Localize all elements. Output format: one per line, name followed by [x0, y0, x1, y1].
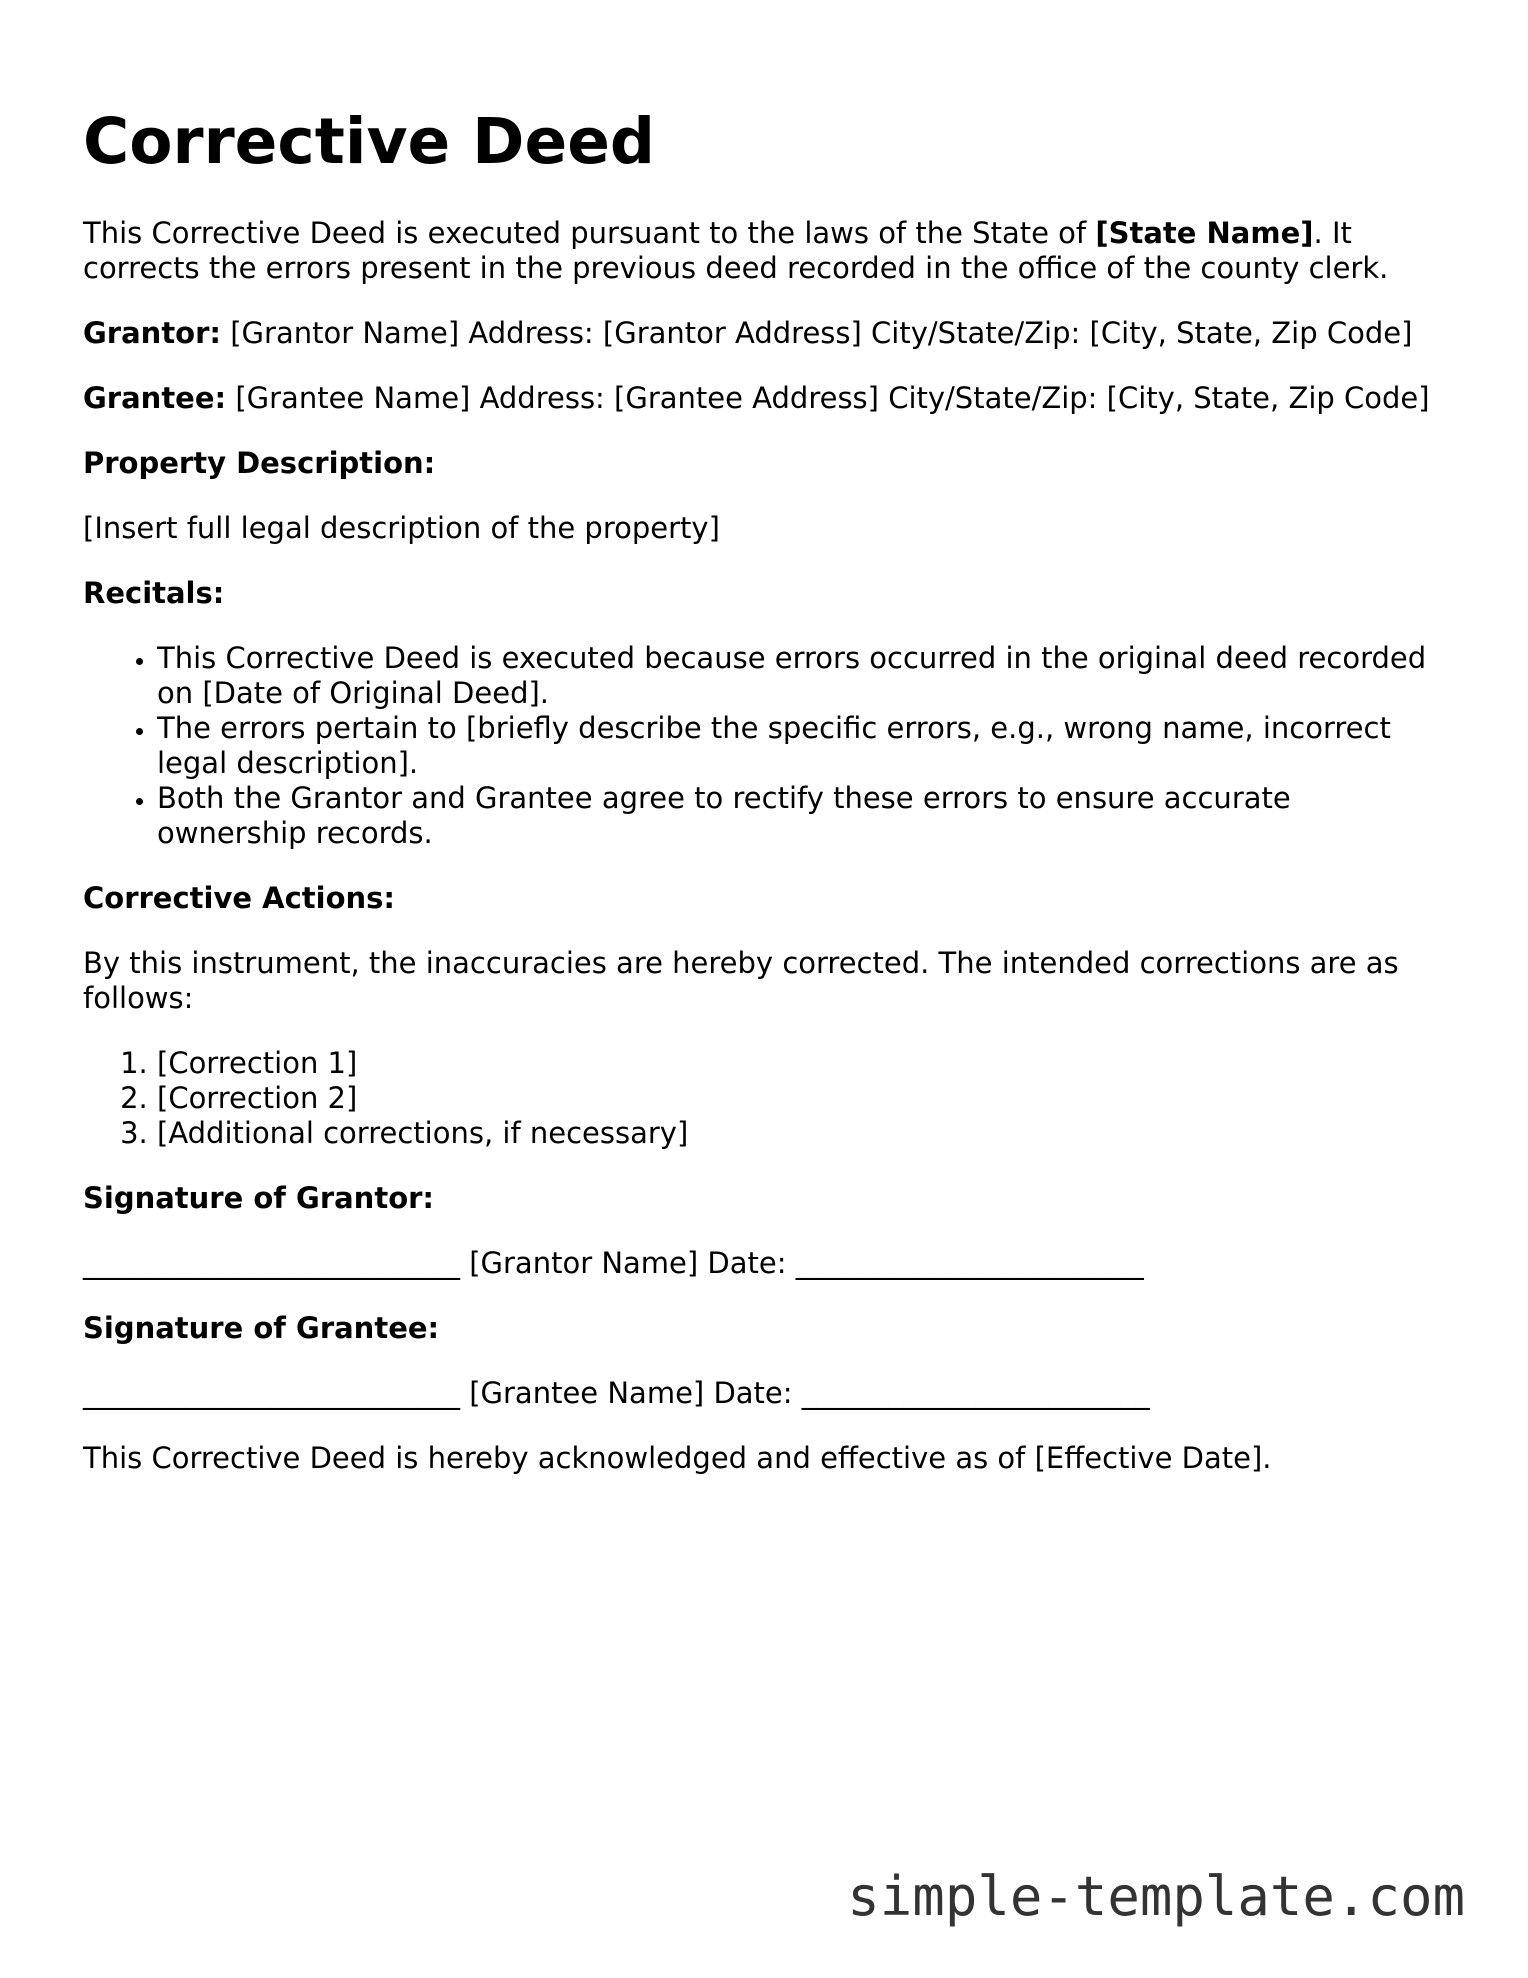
recital-item: • Both the Grantor and Grantee agree to rectify these errors to ensure accurate ownership records. [157, 781, 1443, 851]
signature-grantee-line: __________________________ [Grantee Name] Date: ________________________ [83, 1376, 1150, 1410]
property-heading-text: Property Description: [83, 446, 436, 480]
property-description: [Insert full legal description of the property] [83, 511, 720, 545]
intro-text-before: This Corrective Deed is executed pursuant to the laws of the State of [83, 216, 1096, 250]
recital-item: • The errors pertain to [briefly describe the specific errors, e.g., wrong name, incorrect legal description]. [157, 711, 1443, 781]
grantor-paragraph [83, 316, 1443, 351]
recitals-heading-text: Recitals: [83, 576, 225, 610]
intro-paragraph [83, 216, 1443, 286]
grantee-label: Grantee: [83, 381, 227, 415]
property-heading [83, 446, 1443, 481]
recitals-heading [83, 576, 1443, 611]
closing-statement: This Corrective Deed is hereby acknowledged and effective as of [Effective Date]. [83, 1441, 1272, 1475]
signature-grantor-heading [83, 1181, 1443, 1216]
correction-item: 1. [Correction 1] [157, 1046, 1443, 1081]
intro-text-after: . It corrects the errors present in the previous deed recorded in the office of the county clerk. [83, 216, 1389, 285]
corrective-actions-text: By this instrument, the inaccuracies are hereby corrected. The intended corrections are as follows: [83, 946, 1399, 1015]
grantor-details: [Grantor Name] Address: [Grantor Address] City/State/Zip: [City, State, Zip Code] [221, 316, 1413, 350]
grantee-paragraph [83, 381, 1443, 416]
grantee-details: [Grantee Name] Address: [Grantee Address] City/State/Zip: [City, State, Zip Code] [226, 381, 1430, 415]
signature-grantee-heading-text: Signature of Grantee: [83, 1311, 440, 1345]
recitals-list [83, 641, 1443, 851]
grantor-label: Grantor: [83, 316, 222, 350]
signature-grantor-line: __________________________ [Grantor Name] Date: ________________________ [83, 1246, 1144, 1280]
corrective-actions-heading-text: Corrective Actions: [83, 881, 396, 915]
watermark-footer: simple-template.com [847, 1865, 1465, 1928]
correction-item: 2. [Correction 2] [157, 1081, 1443, 1116]
document-title: Corrective Deed [83, 105, 656, 178]
document-body [83, 216, 1443, 1506]
signature-grantor-heading-text: Signature of Grantor: [83, 1181, 435, 1215]
recital-item: • This Corrective Deed is executed because errors occurred in the original deed recorded on [Date of Original Deed]. [157, 641, 1443, 711]
state-name-placeholder: [State Name] [1095, 216, 1314, 250]
signature-grantee-heading [83, 1311, 1443, 1346]
corrective-actions-heading [83, 881, 1443, 916]
corrections-list [83, 1046, 1443, 1151]
correction-item: 3. [Additional corrections, if necessary] [157, 1116, 1443, 1151]
